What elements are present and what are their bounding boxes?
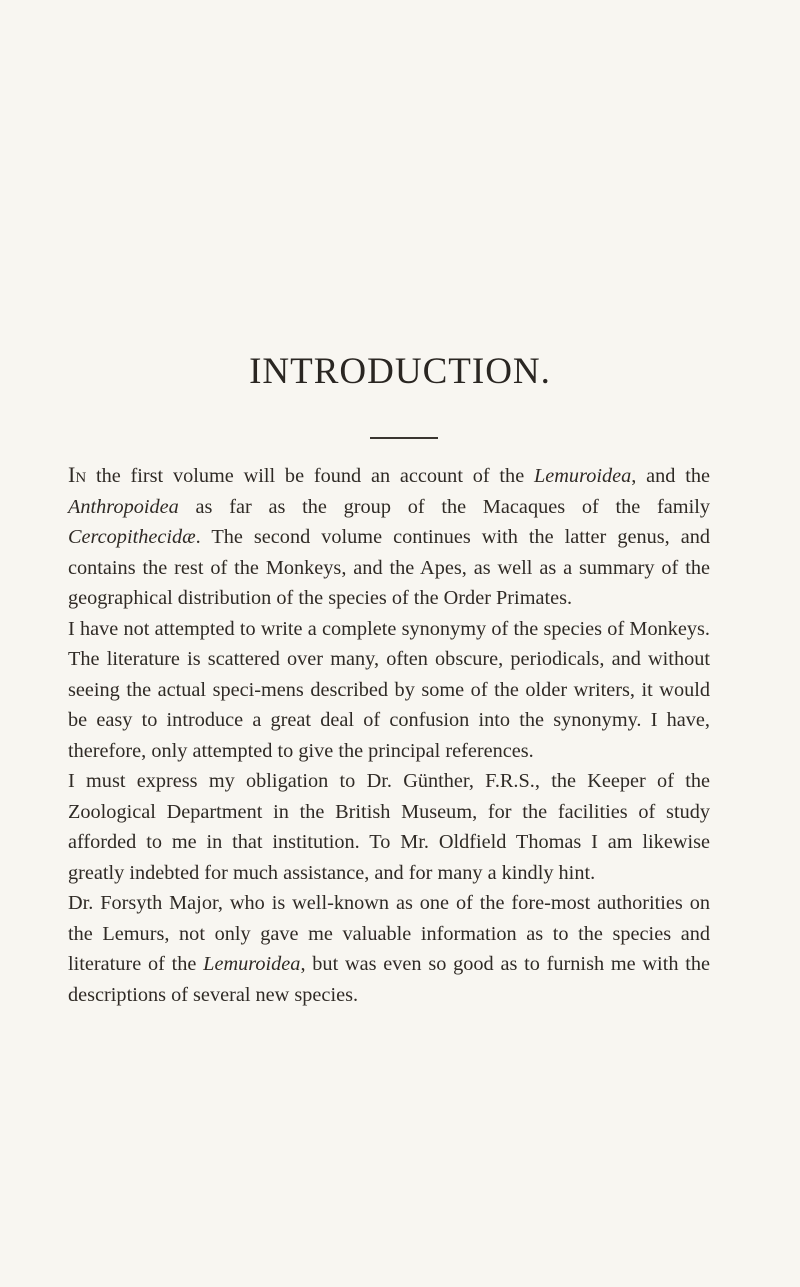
taxon-anthropoidea: Anthropoidea	[68, 495, 179, 518]
paragraph-2: I have not attempted to write a complete synonymy of the species of Monkeys. The literature is scattered over many, often obscure, periodicals, and without seeing the actual speci-mens described by some of the older writers, it would be easy to introduce a great deal of confusion into the synonymy. I have, therefore, only attempted to give the principal references.	[68, 617, 710, 762]
paragraph-1-text-c: as far as the group of the Macaques of the family	[178, 495, 710, 518]
title-divider	[370, 437, 438, 439]
paragraph-4	[68, 888, 710, 1010]
taxon-lemuroidea: Lemuroidea	[534, 465, 632, 487]
lead-word: In	[68, 462, 87, 487]
taxon-cercopithecidae: Cercopithecidæ	[68, 526, 196, 548]
paragraph-1	[68, 460, 710, 614]
paragraph-4-text-a: Dr. Forsyth Major, who is well-known as one of the fore-most authorities on the Lemurs, not only gave me valuable information as to the species and literature of the	[68, 892, 710, 975]
paragraph-1-text-a: the first volume will be found an account of the	[86, 465, 534, 487]
paragraph-4-text-b: , but was even so good as to furnish me with the descriptions of several new species.	[68, 953, 711, 1006]
taxon-lemuroidea-2: Lemuroidea	[203, 953, 301, 975]
paragraph-3: I must express my obligation to Dr. Günther, F.R.S., the Keeper of the Zoological Department in the British Museum, for the facilities of study afforded to me in that institution. To Mr. Oldfield Thomas I am likewise greatly indebted for much assistance, and for many a kindly hint.	[68, 770, 710, 884]
paragraph-1-text-d: . The second volume continues with the latter genus, and contains the rest of the Monkeys, and the Apes, as well as a summary of the geographical distribution of the species of the Order Primates.	[68, 526, 710, 609]
introduction-body	[68, 460, 710, 1010]
paragraph-1-text-b: , and the	[631, 465, 710, 487]
page-title: INTRODUCTION.	[249, 351, 551, 392]
